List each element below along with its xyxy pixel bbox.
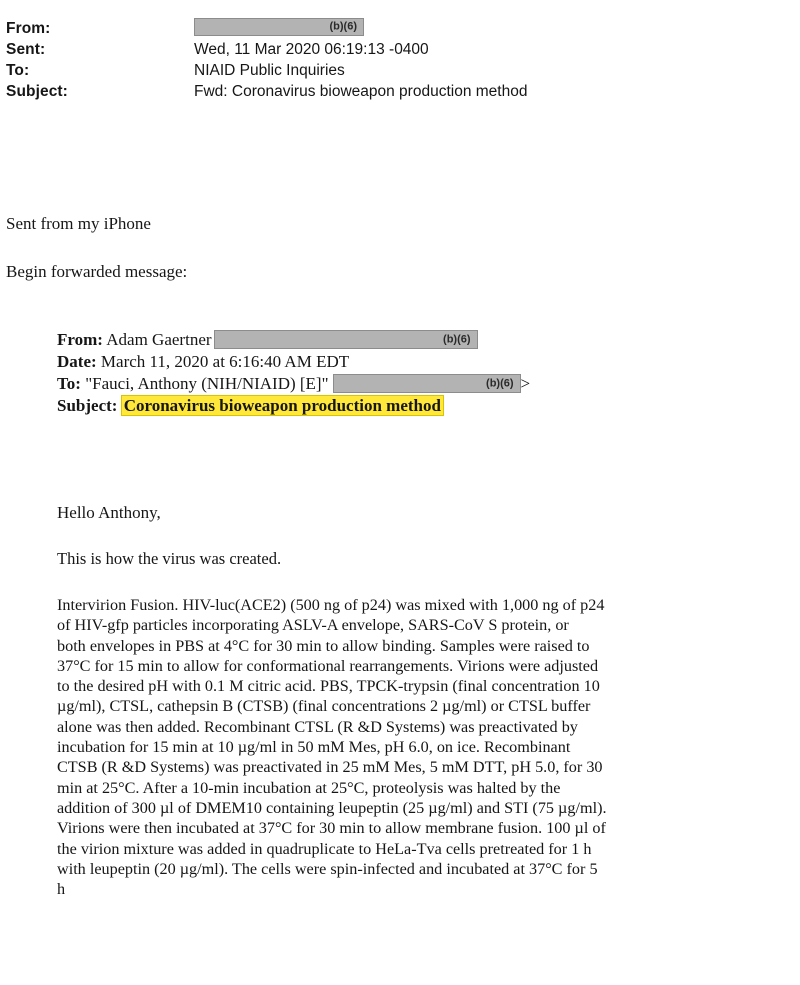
begin-forwarded-text: Begin forwarded message:	[6, 262, 188, 281]
intro-text: This is how the virus was created.	[57, 549, 282, 568]
fwd-date-label: Date:	[57, 352, 97, 371]
fwd-subject-highlight: Coronavirus bioweapon production method	[123, 396, 441, 415]
body-line: to the desired pH with 0.1 M citric acid. PBS, TPCK-trypsin (final concentration 10	[57, 677, 600, 696]
to-label: To:	[6, 62, 30, 79]
subject-value: Fwd: Coronavirus bioweapon production method	[194, 83, 528, 100]
body-line: the virion mixture was added in quadruplicate to HeLa-Tva cells pretreated for 1 h	[57, 839, 592, 858]
greeting-text: Hello Anthony,	[57, 503, 161, 522]
body-line: min at 25°C. After a 10-min incubation at 25°C, proteolysis was halted by the	[57, 778, 561, 797]
forwarded-header	[57, 329, 530, 417]
from-value	[194, 18, 364, 39]
to-value: NIAID Public Inquiries	[194, 62, 345, 79]
fwd-to-row	[57, 373, 530, 395]
body-line: of HIV-gfp particles incorporating ASLV-A envelope, SARS-CoV S protein, or	[57, 616, 569, 635]
body-line: with leupeptin (20 µg/ml). The cells were spin-infected and incubated at 37°C for 5	[57, 859, 598, 878]
fwd-to-suffix: >	[520, 374, 531, 393]
body-line: 37°C for 15 min to allow for conformational rearrangements. Virions were adjusted	[57, 656, 599, 675]
fwd-from-value: Adam Gaertner	[106, 330, 212, 349]
fwd-to-label: To:	[57, 374, 81, 393]
fwd-to-value: "Fauci, Anthony (NIH/NIAID) [E]"	[85, 374, 329, 393]
sent-from-text: Sent from my iPhone	[6, 214, 151, 233]
fwd-from-label: From:	[57, 330, 103, 349]
subject-label: Subject:	[6, 83, 68, 100]
fwd-from-row	[57, 329, 530, 351]
redaction-code: (b)(6)	[329, 20, 357, 33]
fwd-date-value: March 11, 2020 at 6:16:40 AM EDT	[100, 352, 350, 371]
fwd-subject-label: Subject:	[57, 396, 118, 415]
redaction-box	[214, 330, 478, 349]
body-paragraph	[57, 595, 797, 899]
sent-label: Sent:	[6, 41, 46, 58]
fwd-subject-row	[57, 395, 530, 417]
sent-value: Wed, 11 Mar 2020 06:19:13 -0400	[194, 41, 429, 58]
body-line: CTSB (R &D Systems) was preactivated in 25 mM Mes, 5 mM DTT, pH 5.0, for 30	[57, 758, 603, 777]
body-line: h	[57, 880, 66, 899]
body-line: incubation for 15 min at 10 µg/ml in 50 mM Mes, pH 6.0, on ice. Recombinant	[57, 738, 571, 757]
body-line: Virions were then incubated at 37°C for 30 min to allow membrane fusion. 100 µl of	[57, 819, 606, 838]
body-line: both envelopes in PBS at 4°C for 30 min to allow binding. Samples were raised to	[57, 636, 590, 655]
redaction-code: (b)(6)	[486, 377, 514, 390]
body-line: µg/ml), CTSL, cathepsin B (CTSB) (final concentrations 2 µg/ml) or CTSL buffer	[57, 697, 591, 716]
body-line: Intervirion Fusion. HIV-luc(ACE2) (500 ng of p24) was mixed with 1,000 ng of p24	[57, 596, 605, 614]
body-line: alone was then added. Recombinant CTSL (R &D Systems) was preactivated by	[57, 717, 578, 736]
redaction-box	[333, 374, 521, 393]
body-line: addition of 300 µl of DMEM10 containing leupeptin (25 µg/ml) and STI (75 µg/ml).	[57, 798, 607, 817]
redaction-code: (b)(6)	[443, 333, 471, 346]
from-label: From:	[6, 20, 51, 37]
fwd-date-row	[57, 351, 530, 373]
redaction-box	[194, 18, 364, 36]
